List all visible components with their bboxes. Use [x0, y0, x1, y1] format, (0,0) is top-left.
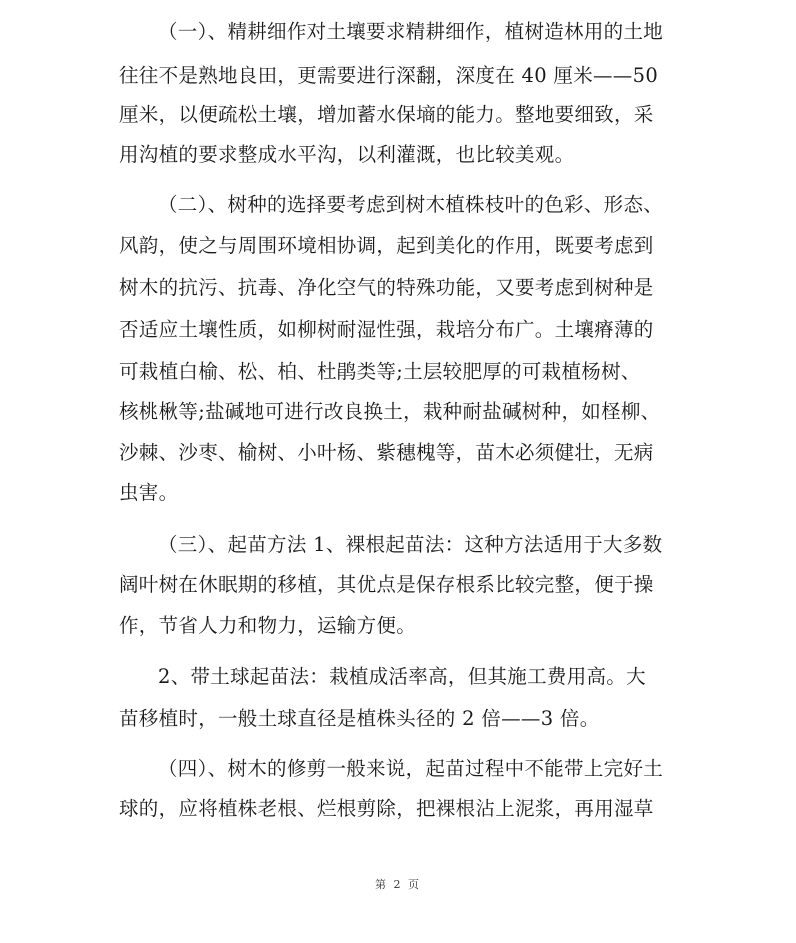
paragraph-line: 否适应土壤性质，如柳树耐湿性强，栽培分布广。土壤瘠薄的 — [119, 318, 654, 341]
paragraph-line: 往往不是熟地良田，更需要进行深翻，深度在 40 厘米——50 — [119, 64, 659, 87]
paragraph-line: 2、带土球起苗法：栽植成活率高，但其施工费用高。大 — [158, 665, 646, 688]
paragraph-line: 沙棘、沙枣、榆树、小叶杨、紫穗槐等，苗木必须健壮，无病 — [119, 441, 654, 464]
paragraph-line: （三）、起苗方法 1、裸根起苗法：这种方法适用于大多数 — [158, 533, 663, 556]
paragraph-line: 作，节省人力和物力，运输方便。 — [119, 614, 417, 637]
paragraph-line: 可栽植白榆、松、柏、杜鹃类等;土层较肥厚的可栽植杨树、 — [119, 360, 641, 383]
paragraph-line: （一）、精耕细作对土壤要求精耕细作，植树造林用的土地 — [158, 20, 664, 43]
paragraph-line: 核桃楸等;盐碱地可进行改良换土，栽种耐盐碱树种，如柽柳、 — [119, 400, 661, 423]
paragraph-line: （二）、树种的选择要考虑到树木植株枝叶的色彩、形态、 — [158, 193, 664, 216]
paragraph-line: 厘米，以便疏松土壤，增加蓄水保墒的能力。整地要细致，采 — [119, 103, 654, 126]
page-number-footer: 第 2 页 — [375, 878, 421, 891]
paragraph-line: （四）、树木的修剪一般来说，起苗过程中不能带上完好土 — [158, 757, 664, 780]
paragraph-line: 用沟植的要求整成水平沟，以利灌溉，也比较美观。 — [119, 143, 575, 166]
paragraph-line: 苗移植时，一般土球直径是植株头径的 2 倍——3 倍。 — [119, 707, 600, 730]
paragraph-line: 球的，应将植株老根、烂根剪除，把裸根沾上泥浆，再用湿草 — [119, 797, 654, 820]
paragraph-line: 树木的抗污、抗毒、净化空气的特殊功能，又要考虑到树种是 — [119, 276, 654, 299]
paragraph-line: 阔叶树在休眠期的移植，其优点是保存根系比较完整，便于操 — [119, 573, 654, 596]
paragraph-line: 虫害。 — [119, 481, 179, 504]
paragraph-line: 风韵，使之与周围环境相协调，起到美化的作用，既要考虑到 — [119, 234, 654, 257]
